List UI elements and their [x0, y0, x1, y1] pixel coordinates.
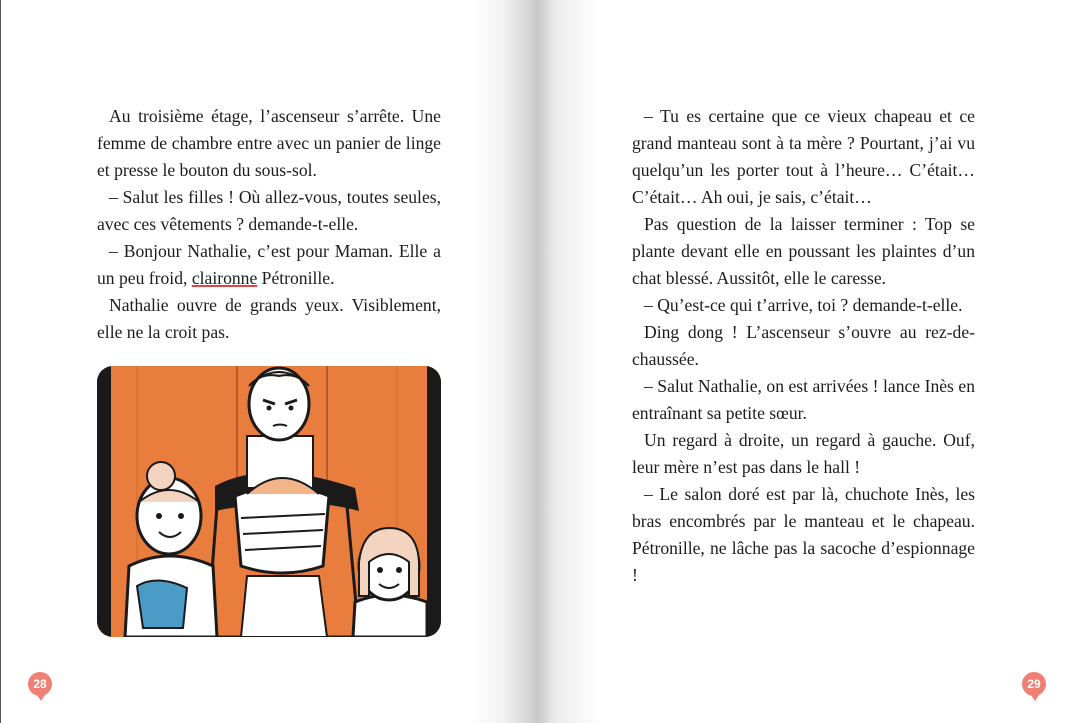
paragraph-text: – Bonjour Nathalie, c’est pour Maman. Elle a un peu froid,: [97, 241, 441, 288]
page-number-badge: 29: [1022, 672, 1046, 696]
paragraph: – Le salon doré est par là, chuchote Inès, les bras encombrés par le manteau et le chapeau. Pétronille, ne lâche pas la sacoche d’espionnage !: [632, 484, 975, 585]
paragraph: – Qu’est-ce qui t’arrive, toi ? demande-t-elle.: [644, 295, 963, 315]
right-page: [536, 0, 1071, 723]
underlined-word[interactable]: claironne: [191, 268, 258, 288]
paragraph: Au troisième étage, l’ascenseur s’arrête. Une femme de chambre entre avec un panier de linge et presse le bouton du sous-sol.: [97, 106, 441, 180]
paragraph: [97, 238, 441, 292]
page-number-badge: 28: [28, 672, 52, 696]
elevator-scene-illustration: [97, 366, 441, 637]
paragraph: Pas question de la laisser terminer : Top se plante devant elle en poussant les plaintes d’un chat blessé. Aussitôt, elle le caresse.: [632, 214, 975, 288]
left-page-text: [97, 103, 441, 346]
paragraph: Nathalie ouvre de grands yeux. Visiblement, elle ne la croit pas.: [97, 295, 441, 342]
right-page-text: [632, 103, 975, 589]
paragraph: Un regard à droite, un regard à gauche. Ouf, leur mère n’est pas dans le hall !: [632, 430, 975, 477]
paragraph-text: Pétronille.: [257, 268, 335, 288]
paragraph: Ding dong ! L’ascenseur s’ouvre au rez-de-chaussée.: [632, 322, 975, 369]
paragraph: – Salut Nathalie, on est arrivées ! lance Inès en entraînant sa petite sœur.: [632, 376, 975, 423]
paragraph: – Salut les filles ! Où allez-vous, toutes seules, avec ces vêtements ? demande-t-elle.: [97, 187, 441, 234]
paragraph: – Tu es certaine que ce vieux chapeau et ce grand manteau sont à ta mère ? Pourtant, j’ai vu quelqu’un les porter tout à l’heure… C’était… C’était… Ah oui, je sais, c’était…: [632, 106, 975, 207]
